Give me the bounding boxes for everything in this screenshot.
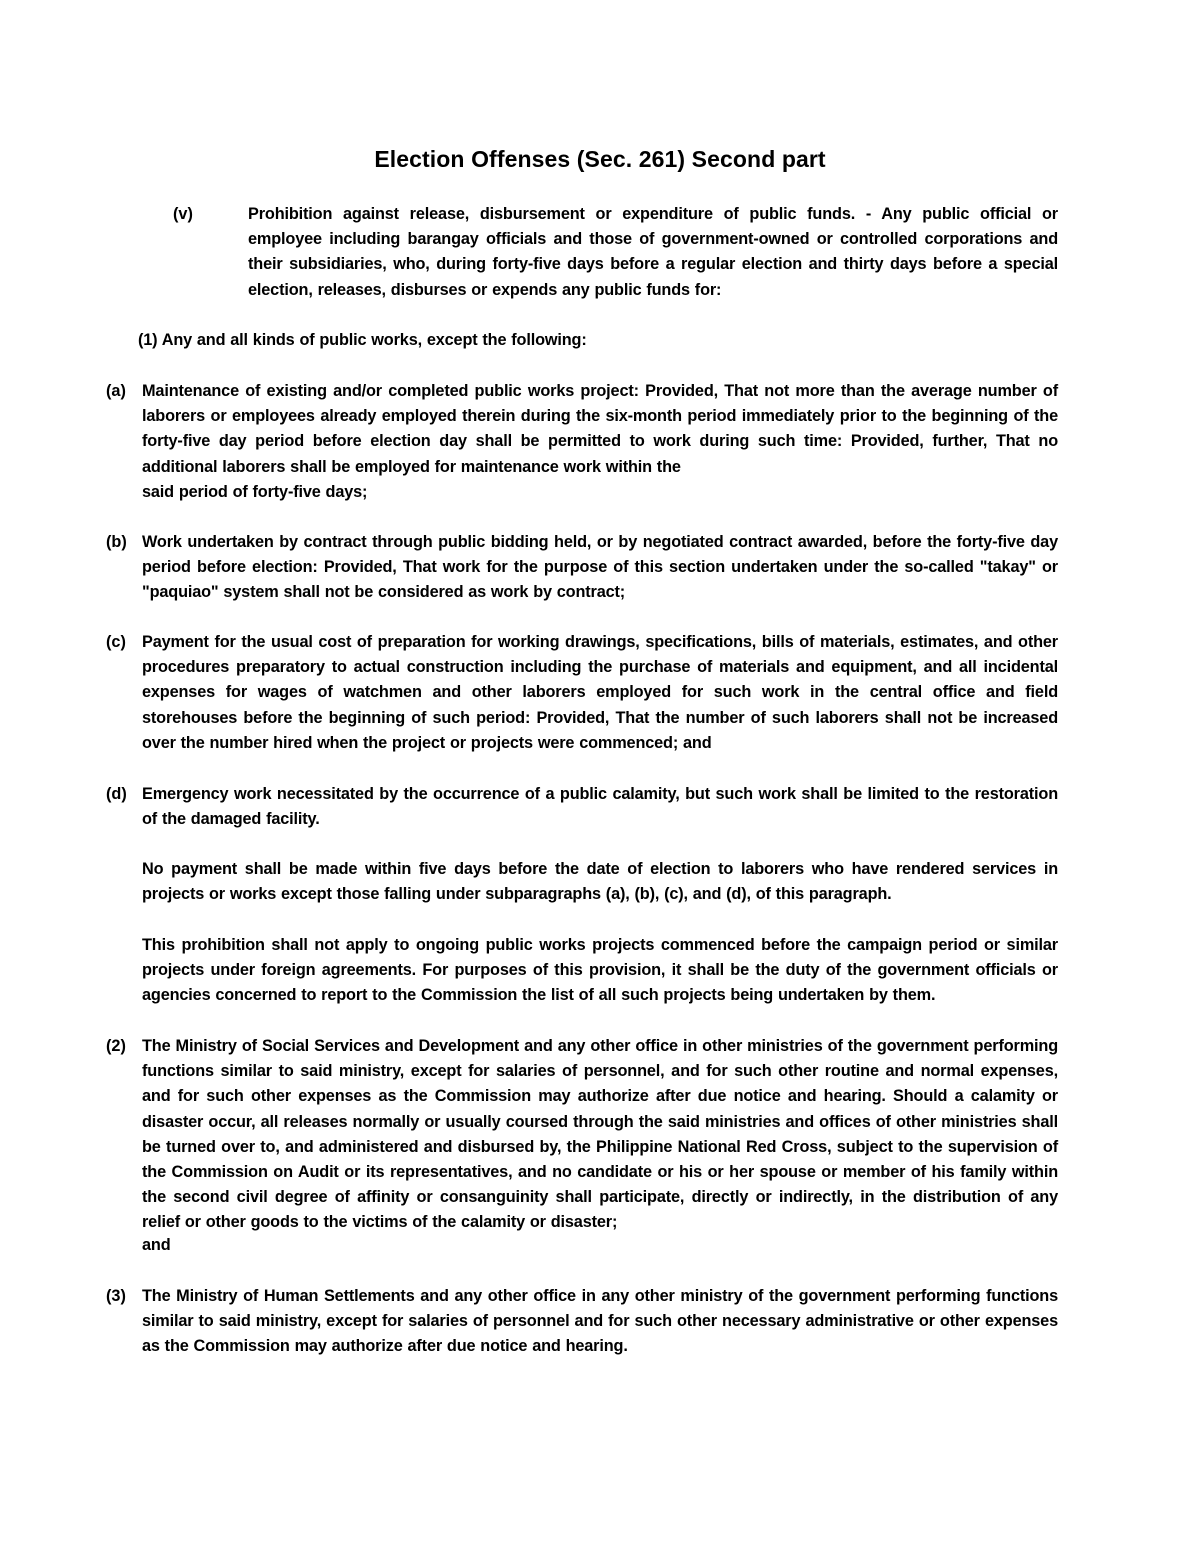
item-2-text-last: and — [142, 1236, 171, 1254]
document-title: Election Offenses (Sec. 261) Second part — [374, 146, 826, 172]
item-3-text: The Ministry of Human Settlements and any other office in any other ministry of the government performing functions similar to said ministry, except for salaries of personnel and for such other necessary administrative or other expenses as the Commission may authorize after due notice and hearing. — [142, 1287, 1058, 1356]
section-v-text: Prohibition against release, disbursement or expenditure of public funds. - Any public official or employee including barangay officials and those of government-owned or controlled corporations and their subsidiaries, who, during forty-five days before a regular election and thirty days before a special election, releases, disburses or expends any public funds for: — [248, 205, 1058, 299]
item-3-label: (3) — [106, 1287, 126, 1305]
item-1-text: (1) Any and all kinds of public works, except the following: — [138, 331, 587, 349]
no-payment-paragraph: No payment shall be made within five days before the date of election to laborers who have rendered services in projects or works except those falling under subparagraphs (a), (b), (c), and (d), of this paragraph. — [142, 860, 1058, 904]
item-c-label: (c) — [106, 633, 126, 651]
prohibition-paragraph: This prohibition shall not apply to ongoing public works projects commenced before the campaign period or similar projects under foreign agreements. For purposes of this provision, it shall be the duty of the government officials or agencies concerned to report to the Commission the list of all such projects being undertaken by them. — [142, 936, 1058, 1005]
item-a-text: Maintenance of existing and/or completed public works project: Provided, That not more than the average number of laborers or employees already employed therein during the six-month period immediately prior to the beginning of the forty-five day period before election day shall be permitted to work during such time: Provided, further, That no additional laborers shall be employed for maintenance work within the — [142, 382, 1058, 476]
item-b-text: Work undertaken by contract through public bidding held, or by negotiated contract awarded, before the forty-five day period before election: Provided, That work for the purpose of this section undertaken under the so-called "takay" or "paquiao" system shall not be considered as work by contract; — [142, 533, 1058, 602]
item-a-text-last: said period of forty-five days; — [142, 483, 368, 501]
item-a-label: (a) — [106, 382, 126, 400]
item-d-text: Emergency work necessitated by the occurrence of a public calamity, but such work shall be limited to the restoration of the damaged facility. — [142, 785, 1058, 829]
item-d-label: (d) — [106, 785, 127, 803]
item-2-label: (2) — [106, 1037, 126, 1055]
item-b-label: (b) — [106, 533, 127, 551]
section-v-label: (v) — [173, 205, 193, 223]
item-2-text: The Ministry of Social Services and Development and any other office in other ministries of the government performing functions similar to said ministry, except for salaries of personnel, and for such other routine and normal expenses, and for such other expenses as the Commission may authorize after due notice and hearing. Should a calamity or disaster occur, all releases normally or usually coursed through the said ministries and offices of other ministries shall be turned over to, and administered and disbursed by, the Philippine National Red Cross, subject to the supervision of the Commission on Audit or its representatives, and no candidate or his or her spouse or member of his family within the second civil degree of affinity or consanguinity shall participate, directly or indirectly, in the distribution of any relief or other goods to the victims of the calamity or disaster; — [142, 1037, 1058, 1232]
item-c-text: Payment for the usual cost of preparation for working drawings, specifications, bills of materials, estimates, and other procedures preparatory to actual construction including the purchase of materials and equipment, and all incidental expenses for wages of watchmen and other laborers employed for such work in the central office and field storehouses before the beginning of such period: Provided, That the number of such laborers shall not be increased over the number hired when the project or projects were commenced; and — [142, 633, 1058, 752]
